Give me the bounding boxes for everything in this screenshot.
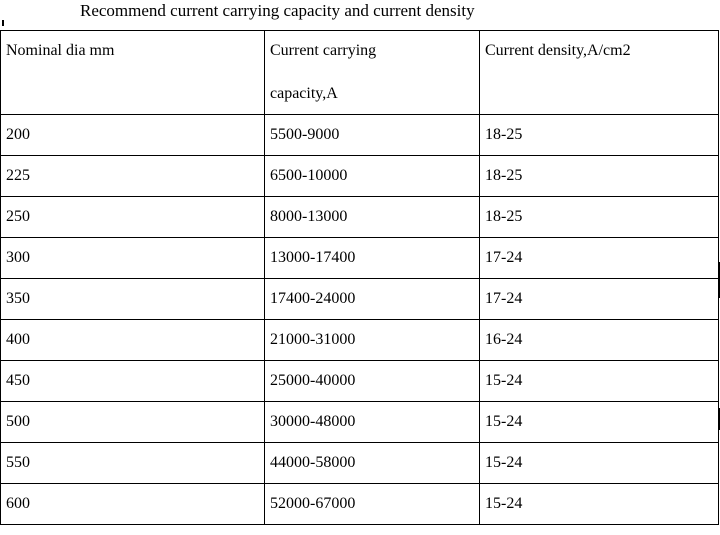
cell-nominal-dia: 550 xyxy=(1,443,265,484)
cell-current-density: 18-25 xyxy=(480,197,719,238)
cell-current-capacity: 17400-24000 xyxy=(265,279,480,320)
cell-nominal-dia: 500 xyxy=(1,402,265,443)
cell-current-density: 15-24 xyxy=(480,402,719,443)
cell-current-capacity: 5500-9000 xyxy=(265,115,480,156)
cell-current-density: 18-25 xyxy=(480,115,719,156)
header-nominal-dia-label: Nominal dia mm xyxy=(6,42,115,59)
margin-tick-mark xyxy=(2,20,4,26)
cell-nominal-dia: 200 xyxy=(1,115,265,156)
table-row xyxy=(1,279,719,320)
header-current-capacity-line2: capacity,A xyxy=(270,85,338,102)
cell-current-density: 15-24 xyxy=(480,361,719,402)
table-row xyxy=(1,197,719,238)
table-row xyxy=(1,320,719,361)
cell-current-capacity: 30000-48000 xyxy=(265,402,480,443)
document-title: Recommend current carrying capacity and current density xyxy=(80,1,475,20)
cell-current-capacity: 13000-17400 xyxy=(265,238,480,279)
cell-nominal-dia: 225 xyxy=(1,156,265,197)
cell-current-density: 17-24 xyxy=(480,279,719,320)
table-row xyxy=(1,484,719,525)
cell-current-capacity: 21000-31000 xyxy=(265,320,480,361)
cell-current-density: 15-24 xyxy=(480,443,719,484)
cell-current-density: 18-25 xyxy=(480,156,719,197)
cell-current-capacity: 25000-40000 xyxy=(265,361,480,402)
cell-nominal-dia: 400 xyxy=(1,320,265,361)
cell-nominal-dia: 350 xyxy=(1,279,265,320)
header-current-density-label: Current density,A/cm2 xyxy=(485,42,631,59)
table-row xyxy=(1,361,719,402)
cell-nominal-dia: 300 xyxy=(1,238,265,279)
table-body xyxy=(1,31,719,525)
header-current-capacity xyxy=(265,31,480,115)
header-current-capacity-line1: Current carrying xyxy=(270,42,377,59)
cell-current-density: 16-24 xyxy=(480,320,719,361)
table-row xyxy=(1,115,719,156)
cell-nominal-dia: 600 xyxy=(1,484,265,525)
table-header-row xyxy=(1,31,719,115)
table-row xyxy=(1,238,719,279)
cell-current-capacity: 44000-58000 xyxy=(265,443,480,484)
cell-nominal-dia: 250 xyxy=(1,197,265,238)
specification-table xyxy=(0,30,719,525)
cell-current-density: 17-24 xyxy=(480,238,719,279)
cell-current-capacity: 6500-10000 xyxy=(265,156,480,197)
table-row xyxy=(1,402,719,443)
table-row xyxy=(1,443,719,484)
cell-current-capacity: 8000-13000 xyxy=(265,197,480,238)
header-nominal-dia xyxy=(1,31,265,115)
cell-current-density: 15-24 xyxy=(480,484,719,525)
cell-current-capacity: 52000-67000 xyxy=(265,484,480,525)
cell-nominal-dia: 450 xyxy=(1,361,265,402)
table-row xyxy=(1,156,719,197)
header-current-density xyxy=(480,31,719,115)
